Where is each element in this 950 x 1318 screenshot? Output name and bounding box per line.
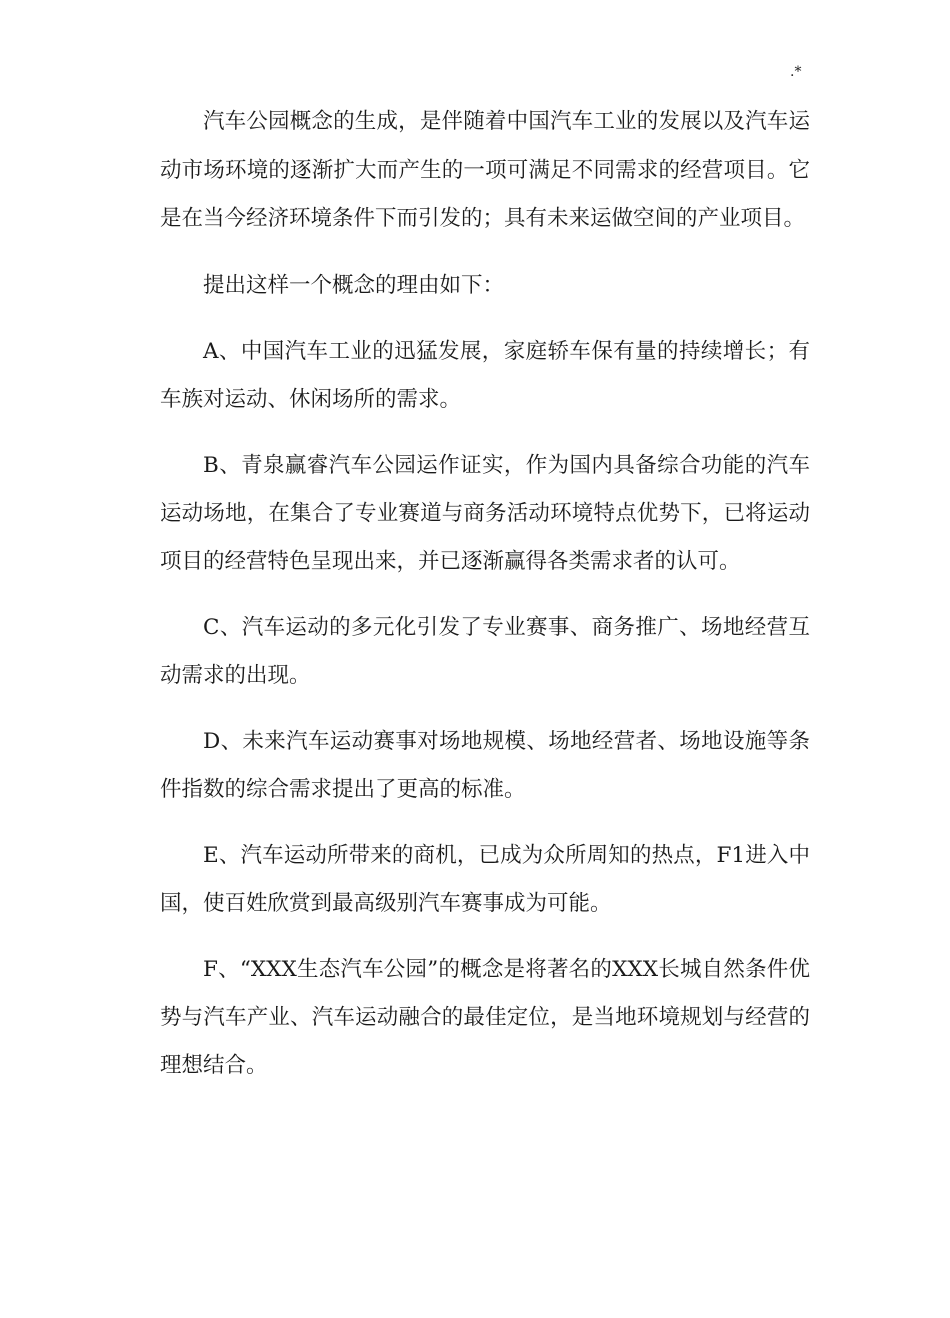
paragraph-reason-e: E、汽车运动所带来的商机，已成为众所周知的热点，F1进入中国，使百姓欣赏到最高级别汽车赛事成为可能。 <box>160 842 810 916</box>
paragraph-reason-a: A、中国汽车工业的迅猛发展，家庭轿车保有量的持续增长；有车族对运动、休闲场所的需求。 <box>160 338 810 412</box>
paragraph-reason-c: C、汽车运动的多元化引发了专业赛事、商务推广、场地经营互动需求的出现。 <box>160 614 810 688</box>
paragraph-intro: 汽车公园概念的生成，是伴随着中国汽车工业的发展以及汽车运动市场环境的逐渐扩大而产生的一项可满足不同需求的经营项目。它是在当今经济环境条件下而引发的；具有未来运做空间的产业项目。 <box>160 109 810 231</box>
paragraph-reasons-heading: 提出这样一个概念的理由如下： <box>203 272 505 298</box>
document-body <box>160 98 810 1090</box>
corner-mark: .* <box>790 64 802 80</box>
paragraph-reason-b: B、青泉赢睿汽车公园运作证实，作为国内具备综合功能的汽车运动场地，在集合了专业赛道与商务活动环境特点优势下，已将运动项目的经营特色呈现出来，并已逐渐赢得各类需求者的认可。 <box>160 452 810 574</box>
paragraph-reason-d: D、未来汽车运动赛事对场地规模、场地经营者、场地设施等条件指数的综合需求提出了更高的标准。 <box>160 728 810 802</box>
paragraph-reason-f: F、“XXX生态汽车公园”的概念是将著名的XXX长城自然条件优势与汽车产业、汽车运动融合的最佳定位，是当地环境规划与经营的理想结合。 <box>160 956 810 1078</box>
